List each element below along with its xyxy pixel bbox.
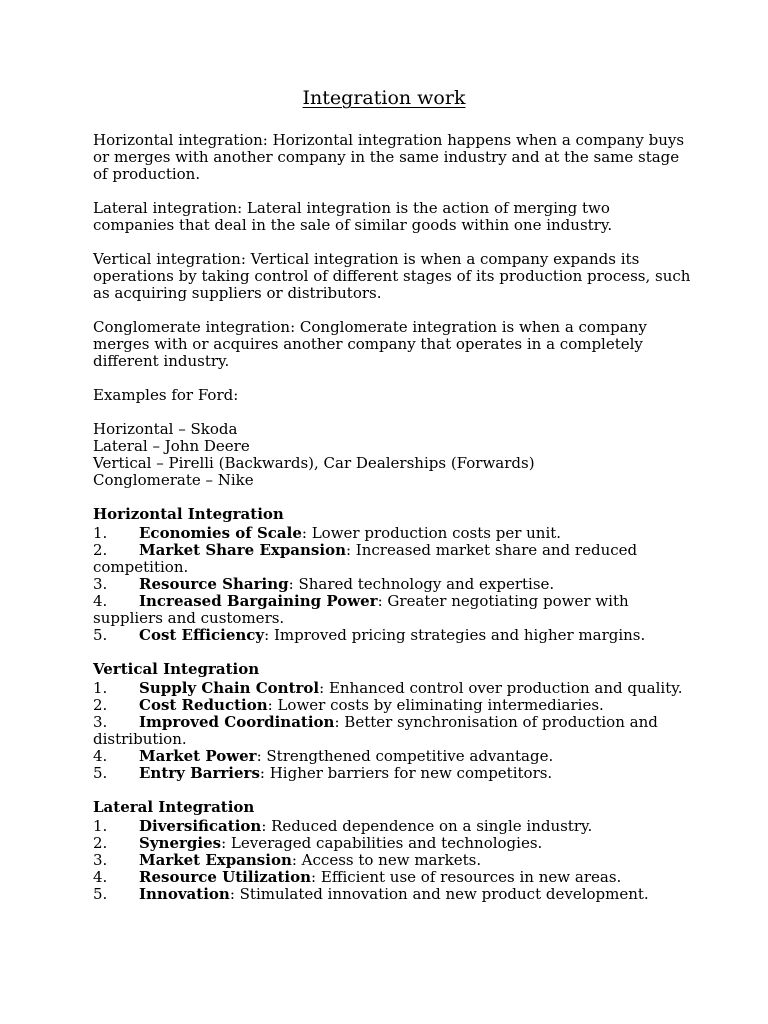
list-number: 2.	[93, 834, 108, 852]
list-number: 1.	[93, 817, 108, 835]
list-number: 4.	[93, 747, 108, 765]
numbered-list	[93, 525, 693, 644]
definitions-block	[93, 132, 693, 370]
list-term: Cost Efficiency	[139, 626, 265, 644]
list-item	[93, 576, 693, 593]
list-description: : Shared technology and expertise.	[288, 575, 555, 593]
list-description: : Strengthened competitive advantage.	[256, 747, 554, 765]
list-term: Resource Sharing	[139, 575, 289, 593]
list-number: 1.	[93, 679, 108, 697]
list-number: 4.	[93, 868, 108, 886]
list-number: 4.	[93, 592, 108, 610]
list-item	[93, 886, 693, 903]
list-number: 3.	[93, 575, 108, 593]
examples-heading: Examples for Ford:	[93, 386, 239, 404]
list-item	[93, 697, 693, 714]
list-term: Increased Bargaining Power	[139, 592, 378, 610]
list-description: : Better synchronisation of production and distribution.	[93, 713, 658, 748]
numbered-list	[93, 818, 693, 903]
list-description: : Increased market share and reduced competition.	[93, 541, 638, 576]
definition-paragraph: Vertical integration: Vertical integration is when a company expands its operations by taking control of different stages of its production process, such as acquiring suppliers or distributors.	[93, 250, 691, 302]
list-item	[93, 627, 693, 644]
list-number: 5.	[93, 764, 108, 782]
list-description: : Enhanced control over production and quality.	[319, 679, 683, 697]
list-term: Improved Coordination	[139, 713, 335, 731]
list-description: : Stimulated innovation and new product development.	[229, 885, 649, 903]
list-number: 1.	[93, 524, 108, 542]
list-term: Market Power	[139, 747, 257, 765]
example-line: Lateral – John Deere	[93, 437, 250, 455]
example-line: Conglomerate – Nike	[93, 471, 254, 489]
list-item	[93, 748, 693, 765]
list-term: Market Share Expansion	[139, 541, 346, 559]
list-number: 3.	[93, 713, 108, 731]
list-term: Diversification	[139, 817, 262, 835]
list-number: 5.	[93, 885, 108, 903]
examples-list	[93, 421, 693, 489]
list-number: 5.	[93, 626, 108, 644]
list-number: 3.	[93, 851, 108, 869]
list-item	[93, 818, 693, 835]
definition-paragraph: Lateral integration: Lateral integration is the action of merging two companies that deal in the sale of similar goods within one industry.	[93, 199, 613, 234]
list-item	[93, 869, 693, 886]
section-heading: Lateral Integration	[93, 798, 255, 816]
definition-paragraph: Horizontal integration: Horizontal integration happens when a company buys or merges with another company in the same industry and at the same stage of production.	[93, 131, 685, 183]
document-title: Integration work	[302, 87, 466, 109]
list-description: : Improved pricing strategies and higher margins.	[264, 626, 646, 644]
numbered-list	[93, 680, 693, 782]
list-item	[93, 852, 693, 869]
section-heading: Vertical Integration	[93, 660, 260, 678]
example-line: Vertical – Pirelli (Backwards), Car Dealerships (Forwards)	[93, 454, 535, 472]
sections-block	[93, 506, 693, 903]
list-description: : Leveraged capabilities and technologies.	[221, 834, 543, 852]
list-description: : Higher barriers for new competitors.	[259, 764, 553, 782]
list-item	[93, 835, 693, 852]
list-item	[93, 593, 693, 627]
list-description: : Lower costs by eliminating intermediaries.	[267, 696, 604, 714]
list-item	[93, 714, 693, 748]
list-item	[93, 765, 693, 782]
document-page	[93, 86, 693, 920]
definition-paragraph: Conglomerate integration: Conglomerate integration is when a company merges with or acquires another company that operates in a completely different industry.	[93, 318, 647, 370]
list-term: Innovation	[139, 885, 230, 903]
list-description: : Efficient use of resources in new areas.	[311, 868, 622, 886]
list-term: Market Expansion	[139, 851, 292, 869]
list-description: : Lower production costs per unit.	[301, 524, 562, 542]
list-term: Synergies	[139, 834, 222, 852]
list-number: 2.	[93, 541, 108, 559]
example-line: Horizontal – Skoda	[93, 420, 238, 438]
list-term: Economies of Scale	[139, 524, 302, 542]
list-description: : Access to new markets.	[291, 851, 482, 869]
list-number: 2.	[93, 696, 108, 714]
list-item	[93, 542, 693, 576]
list-term: Cost Reduction	[139, 696, 268, 714]
list-item	[93, 525, 693, 542]
list-item	[93, 680, 693, 697]
list-term: Resource Utilization	[139, 868, 312, 886]
list-term: Supply Chain Control	[139, 679, 320, 697]
list-description: : Reduced dependence on a single industry.	[261, 817, 593, 835]
list-description: : Greater negotiating power with suppliers and customers.	[93, 592, 629, 627]
list-term: Entry Barriers	[139, 764, 260, 782]
section-heading: Horizontal Integration	[93, 505, 284, 523]
